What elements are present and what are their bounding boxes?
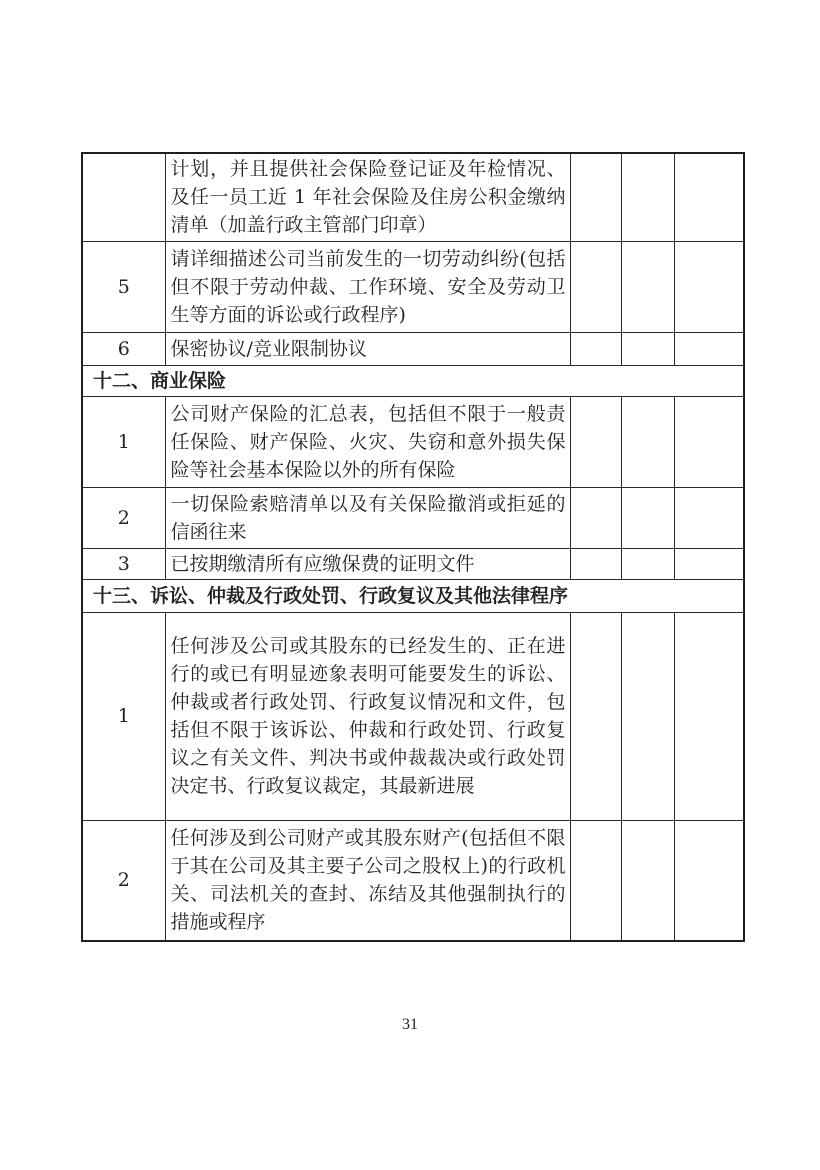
table-row (82, 612, 744, 820)
blank-cell (621, 612, 674, 820)
table-row (82, 396, 744, 487)
item-description: 请详细描述公司当前发生的一切劳动纠纷(包括但不限于劳动仲裁、工作环境、安全及劳动卫生等方面的诉讼或行政程序) (165, 241, 570, 332)
item-description: 计划，并且提供社会保险登记证及年检情况、及任一员工近 1 年社会保险及住房公积金缴纳清单（加盖行政主管部门印章） (165, 153, 570, 241)
item-number: 6 (82, 332, 165, 365)
table-row (82, 487, 744, 548)
blank-cell (570, 820, 621, 941)
section-header-row (82, 365, 744, 396)
blank-cell (570, 612, 621, 820)
item-description: 任何涉及公司或其股东的已经发生的、正在进行的或已有明显迹象表明可能要发生的诉讼、仲裁或者行政处罚、行政复议情况和文件，包括但不限于该诉讼、仲裁和行政处罚、行政复议之有关文件、判决书或仲裁裁决或行政处罚决定书、行政复议裁定，其最新进展 (165, 612, 570, 820)
table-row (82, 820, 744, 941)
blank-cell (570, 332, 621, 365)
item-description: 保密协议/竞业限制协议 (165, 332, 570, 365)
item-number: 2 (82, 487, 165, 548)
blank-cell (570, 241, 621, 332)
table-row (82, 241, 744, 332)
blank-cell (621, 820, 674, 941)
blank-cell (674, 153, 744, 241)
blank-cell (570, 548, 621, 579)
blank-cell (674, 548, 744, 579)
section-header-row (82, 579, 744, 612)
item-description: 公司财产保险的汇总表，包括但不限于一般责任保险、财产保险、火灾、失窃和意外损失保险等社会基本保险以外的所有保险 (165, 396, 570, 487)
blank-cell (570, 153, 621, 241)
item-number (82, 153, 165, 241)
section-title: 十三、诉讼、仲裁及行政处罚、行政复议及其他法律程序 (82, 579, 744, 612)
blank-cell (674, 396, 744, 487)
item-number: 5 (82, 241, 165, 332)
blank-cell (674, 487, 744, 548)
blank-cell (621, 241, 674, 332)
item-number: 1 (82, 612, 165, 820)
section-title: 十二、商业保险 (82, 365, 744, 396)
table-row (82, 153, 744, 241)
item-number: 2 (82, 820, 165, 941)
blank-cell (570, 487, 621, 548)
blank-cell (674, 820, 744, 941)
blank-cell (674, 332, 744, 365)
blank-cell (674, 612, 744, 820)
blank-cell (674, 241, 744, 332)
item-description: 一切保险索赔清单以及有关保险撤消或拒延的信函往来 (165, 487, 570, 548)
blank-cell (621, 548, 674, 579)
item-number: 3 (82, 548, 165, 579)
checklist-table (81, 152, 745, 942)
item-description: 已按期缴清所有应缴保费的证明文件 (165, 548, 570, 579)
item-description: 任何涉及到公司财产或其股东财产(包括但不限于其在公司及其主要子公司之股权上)的行政机关、司法机关的查封、冻结及其他强制执行的措施或程序 (165, 820, 570, 941)
blank-cell (621, 396, 674, 487)
item-number: 1 (82, 396, 165, 487)
table-row (82, 332, 744, 365)
table-row (82, 548, 744, 579)
blank-cell (621, 487, 674, 548)
blank-cell (621, 153, 674, 241)
blank-cell (621, 332, 674, 365)
page-number: 31 (402, 1016, 418, 1033)
blank-cell (570, 396, 621, 487)
